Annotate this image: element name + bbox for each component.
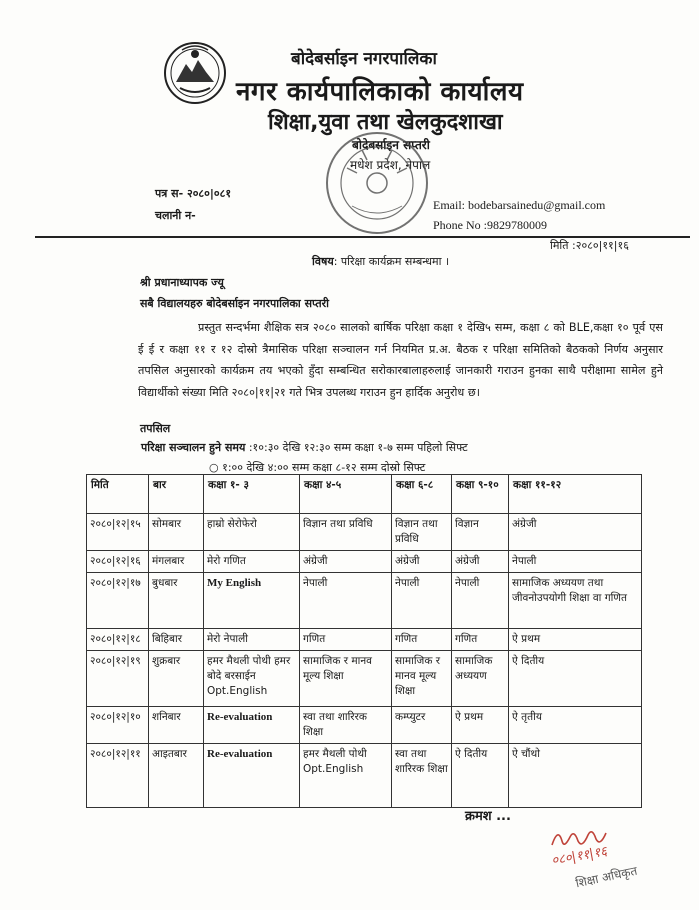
subject-line: [312, 254, 449, 269]
table-cell: नेपाली: [300, 573, 392, 629]
table-cell: अंग्रेजी: [300, 551, 392, 573]
exam-time-first-shift: [141, 440, 468, 455]
addressee-line1: श्री प्रधानाध्यापक ज्यू: [140, 276, 224, 289]
municipality-name: बोदेबर्साइन नगरपालिका: [291, 49, 437, 69]
table-cell: ऐ तृतीय: [509, 707, 642, 744]
column-header: बार: [149, 475, 204, 514]
table-cell: ऐ दितीय: [509, 651, 642, 707]
table-cell: नेपाली: [452, 573, 509, 629]
table-cell: शनिबार: [149, 707, 204, 744]
table-cell: २०८०|१२|१७: [87, 573, 149, 629]
continued-marker: क्रमश ...: [465, 809, 511, 824]
details-heading: तपसिल: [140, 422, 171, 435]
column-header: कक्षा १- ३: [204, 475, 300, 514]
office-seal-stamp: [322, 128, 432, 238]
table-cell: ऐ दितीय: [452, 744, 509, 808]
table-cell: मेरो नेपाली: [204, 629, 300, 651]
exam-schedule-table: [86, 474, 642, 808]
table-cell: स्वा तथा शारिरक शिक्षा: [300, 707, 392, 744]
office-name: नगर कार्यपालिकाको कार्यालय: [236, 77, 524, 107]
table-row: [87, 651, 642, 707]
column-header: कक्षा ४-५: [300, 475, 392, 514]
table-cell: नेपाली: [509, 551, 642, 573]
table-cell: सामाजिक अध्ययण तथा जीवनोउपयोगी शिक्षा वा गणित: [509, 573, 642, 629]
table-cell: Re-evaluation: [204, 707, 300, 744]
table-row: [87, 629, 642, 651]
section-name: शिक्षा,युवा तथा खेलकुदशाखा: [268, 110, 503, 135]
table-cell: गणित: [300, 629, 392, 651]
table-row: [87, 707, 642, 744]
table-cell: २०८०|१२|१९: [87, 651, 149, 707]
signature-date: ०८०|११|१६: [550, 844, 609, 869]
table-cell: मेरो गणित: [204, 551, 300, 573]
letter-body: प्रस्तुत सन्दर्भमा शैक्षिक सत्र २०८० सालको बार्षिक परिक्षा कक्षा १ देखि५ सम्म, कक्षा ८ को BLE,कक्षा १० पूर्व एस ई ई र कक्षा ११ र १२ दोस्रो त्रैमासिक परिक्षा सञ्चालन गर्न नियमित प्र.अ. बैठक र परिक्षा समितिको बैठकको निर्णय अनुसार तपसिल अनुसारको कार्यक्रम तय भएको हुँदा सम्बन्धित सरोकारबालाहरुलाई जानकारी गराउन हुनका साथै परीक्षामा सामेल हुने विद्यार्थीको संख्या मिति २०८०|११|२१ गते भित्र उपलब्ध गराउन हुन हार्दिक अनुरोध छ।: [138, 321, 663, 399]
table-cell: सोमबार: [149, 514, 204, 551]
table-cell: विज्ञान: [452, 514, 509, 551]
table-cell: अंग्रेजी: [509, 514, 642, 551]
email-address: Email: bodebarsainedu@gmail.com: [433, 198, 606, 212]
table-cell: मंगलबार: [149, 551, 204, 573]
table-cell: ऐ प्रथम: [509, 629, 642, 651]
table-cell: हाम्रो सेरोफेरो: [204, 514, 300, 551]
table-cell: बिहिबार: [149, 629, 204, 651]
table-cell: हमर मैथली पोथी Opt.English: [300, 744, 392, 808]
table-cell: शुक्रबार: [149, 651, 204, 707]
table-cell: नेपाली: [392, 573, 452, 629]
table-cell: My English: [204, 573, 300, 629]
letter-date: मिति :२०८०|११|१६: [550, 239, 629, 252]
table-cell: २०८०|१२|१६: [87, 551, 149, 573]
column-header: कक्षा ९-१०: [452, 475, 509, 514]
table-cell: विज्ञान तथा प्रविधि: [392, 514, 452, 551]
table-cell: ऐ प्रथम: [452, 707, 509, 744]
table-cell: स्वा तथा शारिरक शिक्षा: [392, 744, 452, 808]
table-row: [87, 514, 642, 551]
subject-text: : परिक्षा कार्यक्रम सम्बन्धमा ।: [333, 255, 450, 268]
exam-time-label: परिक्षा सञ्चालन हुने समय: [141, 441, 246, 454]
phone-number: Phone No :9829780009: [433, 218, 547, 232]
table-cell: २०८०|१२|१५: [87, 514, 149, 551]
table-header-row: [87, 475, 642, 514]
table-cell: अंग्रेजी: [452, 551, 509, 573]
address-line2: मधेश प्रदेश, नेपाल: [350, 158, 431, 172]
table-cell: २०८०|१२|१०: [87, 707, 149, 744]
nepal-emblem-logo: [162, 40, 228, 106]
table-cell: गणित: [452, 629, 509, 651]
table-cell: सामाजिक र मानव मूल्य शिक्षा: [392, 651, 452, 707]
table-row: [87, 573, 642, 629]
table-cell: Re-evaluation: [204, 744, 300, 808]
subject-label: विषय: [312, 255, 334, 268]
table-cell: अंग्रेजी: [392, 551, 452, 573]
second-shift-text: ○ १:०० देखि ४:०० सम्म कक्षा ८-१२ सम्म दोस्रो सिफ्ट: [209, 461, 426, 474]
column-header: मिति: [87, 475, 149, 514]
dispatch-number: चलानी न-: [155, 209, 196, 222]
table-cell: २०८०|१२|११: [87, 744, 149, 808]
table-cell: सामाजिक र मानव मूल्य शिक्षा: [300, 651, 392, 707]
column-header: कक्षा ११-१२: [509, 475, 642, 514]
address-line1: बोदेबर्साइन सप्तरी: [352, 138, 430, 152]
table-row: [87, 551, 642, 573]
table-cell: ऐ चौंथो: [509, 744, 642, 808]
table-row: [87, 744, 642, 808]
table-cell: गणित: [392, 629, 452, 651]
table-cell: विज्ञान तथा प्रविधि: [300, 514, 392, 551]
table-cell: २०८०|१२|१८: [87, 629, 149, 651]
reference-number: पत्र स- २०८०|०८१: [155, 187, 232, 200]
addressee-line2: सबै विद्यालयहरु बोदेबर्साइन नगरपालिका सप्तरी: [140, 297, 330, 310]
table-cell: कम्प्युटर: [392, 707, 452, 744]
column-header: कक्षा ६-८: [392, 475, 452, 514]
officer-stamp: शिक्षा अधिकृत: [574, 863, 639, 891]
table-cell: बुधबार: [149, 573, 204, 629]
table-cell: सामाजिक अध्ययण: [452, 651, 509, 707]
table-cell: हमर मैथली पोथी हमर बोदे बरसाईन Opt.English: [204, 651, 300, 707]
first-shift-text: :१०:३० देखि १२:३० सम्म कक्षा १-७ सम्म पहिलो सिफ्ट: [245, 441, 468, 454]
table-cell: आइतबार: [149, 744, 204, 808]
